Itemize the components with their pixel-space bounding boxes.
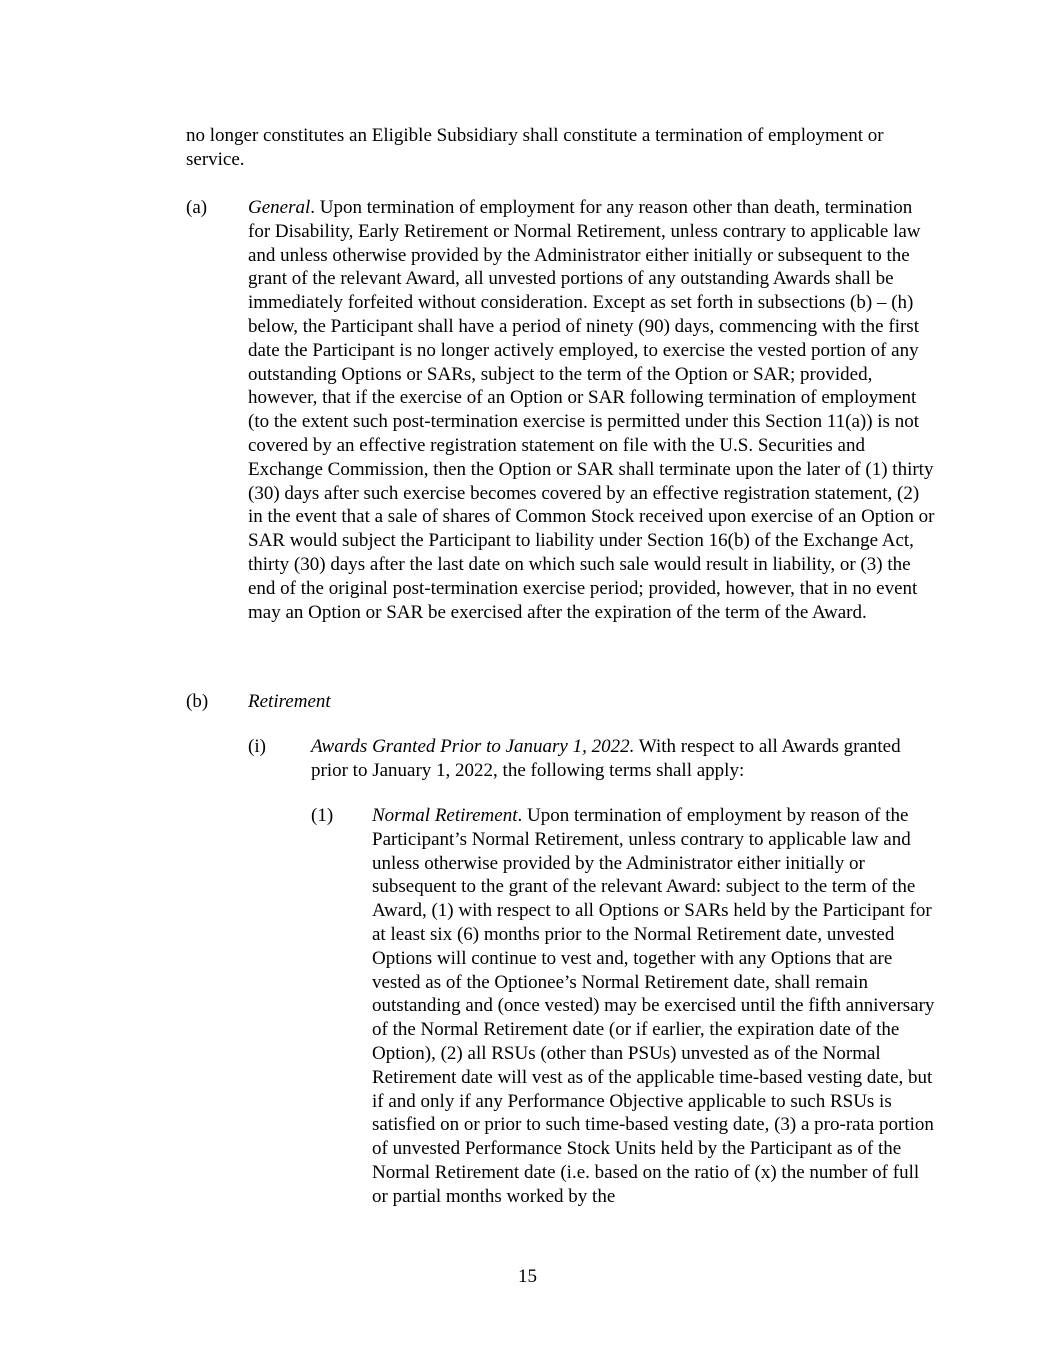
item-1-heading: Normal Retirement [372,805,518,826]
subsection-i-body: With respect to all Awards granted prior to January 1, 2022, the following terms shall apply: [311,736,901,781]
subsection-i-paragraph [311,735,911,783]
section-a-heading: General [248,197,311,218]
item-1-marker: (1) [311,805,334,826]
section-a-paragraph [248,196,938,624]
intro-paragraph: no longer constitutes an Eligible Subsidiary shall constitute a termination of employment or service. [186,125,884,170]
page-number: 15 [518,1266,537,1287]
item-1-body: . Upon termination of employment by reason of the Participant’s Normal Retirement, unless contrary to applicable law and unless otherwise provided by the Administrator either initially or subsequent to the grant of the relevant Award: subject to the term of the Award, (1) with respect to all Options or SARs held by the Participant for at least six (6) months prior to the Normal Retirement date, unvested Options will continue to vest and, together with any Options that are vested as of the Optionee’s Normal Retirement date, shall remain outstanding and (once vested) may be exercised until the fifth anniversary of the Normal Retirement date (or if earlier, the expiration date of the Option), (2) all RSUs (other than PSUs) unvested as of the Normal Retirement date will vest as of the applicable time-based vesting date, but if and only if any Performance Objective applicable to such RSUs is satisfied on or prior to such time-based vesting date, (3) a pro-rata portion of unvested Performance Stock Units held by the Participant as of the Normal Retirement date (i.e. based on the ratio of (x) the number of full or partial months worked by the [372,805,935,1207]
subsection-i-heading: Awards Granted Prior to January 1, 2022. [311,736,635,757]
section-b-heading: Retirement [248,691,331,712]
section-b-marker: (b) [186,691,209,712]
section-a-marker: (a) [186,197,208,218]
subsection-i-marker: (i) [248,736,266,757]
item-1-paragraph [372,804,938,1209]
section-a-body: . Upon termination of employment for any reason other than death, termination for Disability, Early Retirement or Normal Retirement, unless contrary to applicable law and unless otherwise provided by the Administrator either initially or subsequent to the grant of the relevant Award, all unvested portions of any outstanding Awards shall be immediately forfeited without consideration. Except as set forth in subsections (b) – (h) below, the Participant shall have a period of ninety (90) days, commencing with the first date the Participant is no longer actively employed, to exercise the vested portion of any outstanding Options or SARs, subject to the term of the Option or SAR; provided, however, that if the exercise of an Option or SAR following termination of employment (to the extent such post-termination exercise is permitted under this Section 11(a)) is not covered by an effective registration statement on file with the U.S. Securities and Exchange Commission, then the Option or SAR shall terminate upon the later of (1) thirty (30) days after such exercise becomes covered by an effective registration statement, (2) in the event that a sale of shares of Common Stock received upon exercise of an Option or SAR would subject the Participant to liability under Section 16(b) of the Exchange Act, thirty (30) days after the last date on which such sale would result in liability, or (3) the end of the original post-termination exercise period; provided, however, that in no event may an Option or SAR be exercised after the expiration of the term of the Award. [248,197,935,623]
